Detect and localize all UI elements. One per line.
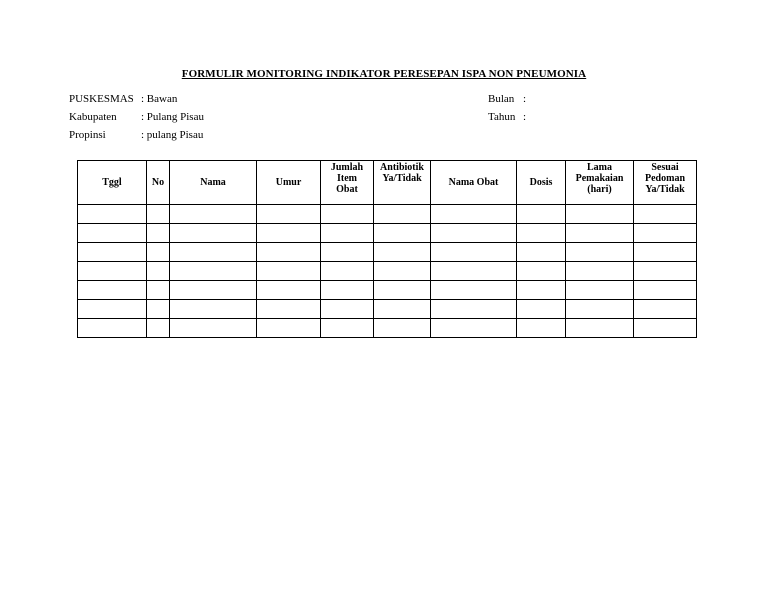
table-row bbox=[78, 281, 697, 300]
table-cell[interactable] bbox=[257, 224, 321, 243]
table-cell[interactable] bbox=[517, 300, 566, 319]
table-cell[interactable] bbox=[147, 262, 170, 281]
column-header-nama: Nama bbox=[170, 161, 257, 205]
table-cell[interactable] bbox=[374, 243, 431, 262]
table-cell[interactable] bbox=[431, 224, 517, 243]
table-cell[interactable] bbox=[634, 224, 697, 243]
table-cell[interactable] bbox=[170, 281, 257, 300]
table-cell[interactable] bbox=[147, 319, 170, 338]
table-cell[interactable] bbox=[517, 319, 566, 338]
table-cell[interactable] bbox=[634, 300, 697, 319]
table-cell[interactable] bbox=[78, 224, 147, 243]
table-cell[interactable] bbox=[170, 300, 257, 319]
table-cell[interactable] bbox=[634, 281, 697, 300]
table-cell[interactable] bbox=[257, 281, 321, 300]
field-label: Kabupaten bbox=[69, 111, 117, 123]
table-cell[interactable] bbox=[147, 243, 170, 262]
field-value: : Pulang Pisau bbox=[141, 111, 204, 123]
table-cell[interactable] bbox=[431, 243, 517, 262]
table-body bbox=[78, 205, 697, 338]
table-cell[interactable] bbox=[566, 205, 634, 224]
table-cell[interactable] bbox=[170, 243, 257, 262]
table-cell[interactable] bbox=[566, 243, 634, 262]
table-cell[interactable] bbox=[257, 262, 321, 281]
table-cell[interactable] bbox=[78, 262, 147, 281]
table-cell[interactable] bbox=[517, 205, 566, 224]
table-cell[interactable] bbox=[147, 224, 170, 243]
table-cell[interactable] bbox=[374, 319, 431, 338]
monitoring-table bbox=[77, 160, 697, 338]
table-cell[interactable] bbox=[170, 205, 257, 224]
table-cell[interactable] bbox=[374, 300, 431, 319]
table-cell[interactable] bbox=[634, 262, 697, 281]
field-kabupaten bbox=[69, 111, 204, 124]
table-cell[interactable] bbox=[566, 224, 634, 243]
table-cell[interactable] bbox=[321, 205, 374, 224]
table-cell[interactable] bbox=[78, 319, 147, 338]
table-cell[interactable] bbox=[431, 319, 517, 338]
table-cell[interactable] bbox=[321, 262, 374, 281]
table-cell[interactable] bbox=[517, 224, 566, 243]
table-row bbox=[78, 300, 697, 319]
field-label: Bulan bbox=[488, 93, 515, 105]
table-cell[interactable] bbox=[566, 319, 634, 338]
table-cell[interactable] bbox=[566, 281, 634, 300]
column-header-no: No bbox=[147, 161, 170, 205]
field-value: : Bawan bbox=[141, 93, 178, 105]
field-label: Propinsi bbox=[69, 129, 106, 141]
table-cell[interactable] bbox=[78, 281, 147, 300]
table-row bbox=[78, 243, 697, 262]
field-label: Tahun bbox=[488, 111, 516, 123]
column-header-antibiotik: Antibiotik Ya/Tidak bbox=[374, 161, 431, 205]
column-header-dosis: Dosis bbox=[517, 161, 566, 205]
table-cell[interactable] bbox=[374, 224, 431, 243]
field-label: PUSKESMAS bbox=[69, 93, 134, 105]
table-row bbox=[78, 205, 697, 224]
table-cell[interactable] bbox=[431, 262, 517, 281]
column-header-umur: Umur bbox=[257, 161, 321, 205]
table-cell[interactable] bbox=[431, 281, 517, 300]
table-cell[interactable] bbox=[257, 300, 321, 319]
table-cell[interactable] bbox=[257, 243, 321, 262]
table-cell[interactable] bbox=[566, 300, 634, 319]
column-header-nama-obat: Nama Obat bbox=[431, 161, 517, 205]
column-header-lama-pemakaian: Lama Pemakaian (hari) bbox=[566, 161, 634, 205]
table-cell[interactable] bbox=[257, 319, 321, 338]
table-cell[interactable] bbox=[517, 243, 566, 262]
table-cell[interactable] bbox=[374, 281, 431, 300]
table-cell[interactable] bbox=[566, 262, 634, 281]
table-cell[interactable] bbox=[147, 205, 170, 224]
table-cell[interactable] bbox=[634, 243, 697, 262]
table-cell[interactable] bbox=[78, 243, 147, 262]
field-value: : pulang Pisau bbox=[141, 129, 204, 141]
table-cell[interactable] bbox=[517, 281, 566, 300]
table-cell[interactable] bbox=[170, 224, 257, 243]
table-cell[interactable] bbox=[321, 319, 374, 338]
field-propinsi bbox=[69, 129, 203, 142]
table-cell[interactable] bbox=[431, 300, 517, 319]
table-row bbox=[78, 262, 697, 281]
table-cell[interactable] bbox=[321, 224, 374, 243]
table-cell[interactable] bbox=[147, 300, 170, 319]
form-title: FORMULIR MONITORING INDIKATOR PERESEPAN ISPA NON PNEUMONIA bbox=[181, 68, 587, 80]
field-tahun bbox=[488, 111, 526, 124]
field-bulan bbox=[488, 93, 526, 106]
table-row bbox=[78, 319, 697, 338]
column-header-tggl: Tggl bbox=[78, 161, 147, 205]
field-value: : bbox=[523, 111, 527, 123]
table-cell[interactable] bbox=[321, 300, 374, 319]
table-cell[interactable] bbox=[170, 262, 257, 281]
table-cell[interactable] bbox=[321, 281, 374, 300]
table-cell[interactable] bbox=[374, 262, 431, 281]
table-cell[interactable] bbox=[257, 205, 321, 224]
table-row bbox=[78, 224, 697, 243]
table-cell[interactable] bbox=[374, 205, 431, 224]
table-header-row bbox=[78, 161, 697, 205]
table-cell[interactable] bbox=[78, 300, 147, 319]
table-cell[interactable] bbox=[147, 281, 170, 300]
column-header-sesuai-pedoman: Sesuai Pedoman Ya/Tidak bbox=[634, 161, 697, 205]
table-cell[interactable] bbox=[78, 205, 147, 224]
table-cell[interactable] bbox=[634, 319, 697, 338]
field-value: : bbox=[523, 93, 527, 105]
table-cell[interactable] bbox=[634, 205, 697, 224]
table-cell[interactable] bbox=[431, 205, 517, 224]
column-header-jumlah-item-obat: Jumlah Item Obat bbox=[321, 161, 374, 205]
table-cell[interactable] bbox=[321, 243, 374, 262]
table-cell[interactable] bbox=[170, 319, 257, 338]
field-puskesmas bbox=[69, 93, 177, 106]
table-cell[interactable] bbox=[517, 262, 566, 281]
